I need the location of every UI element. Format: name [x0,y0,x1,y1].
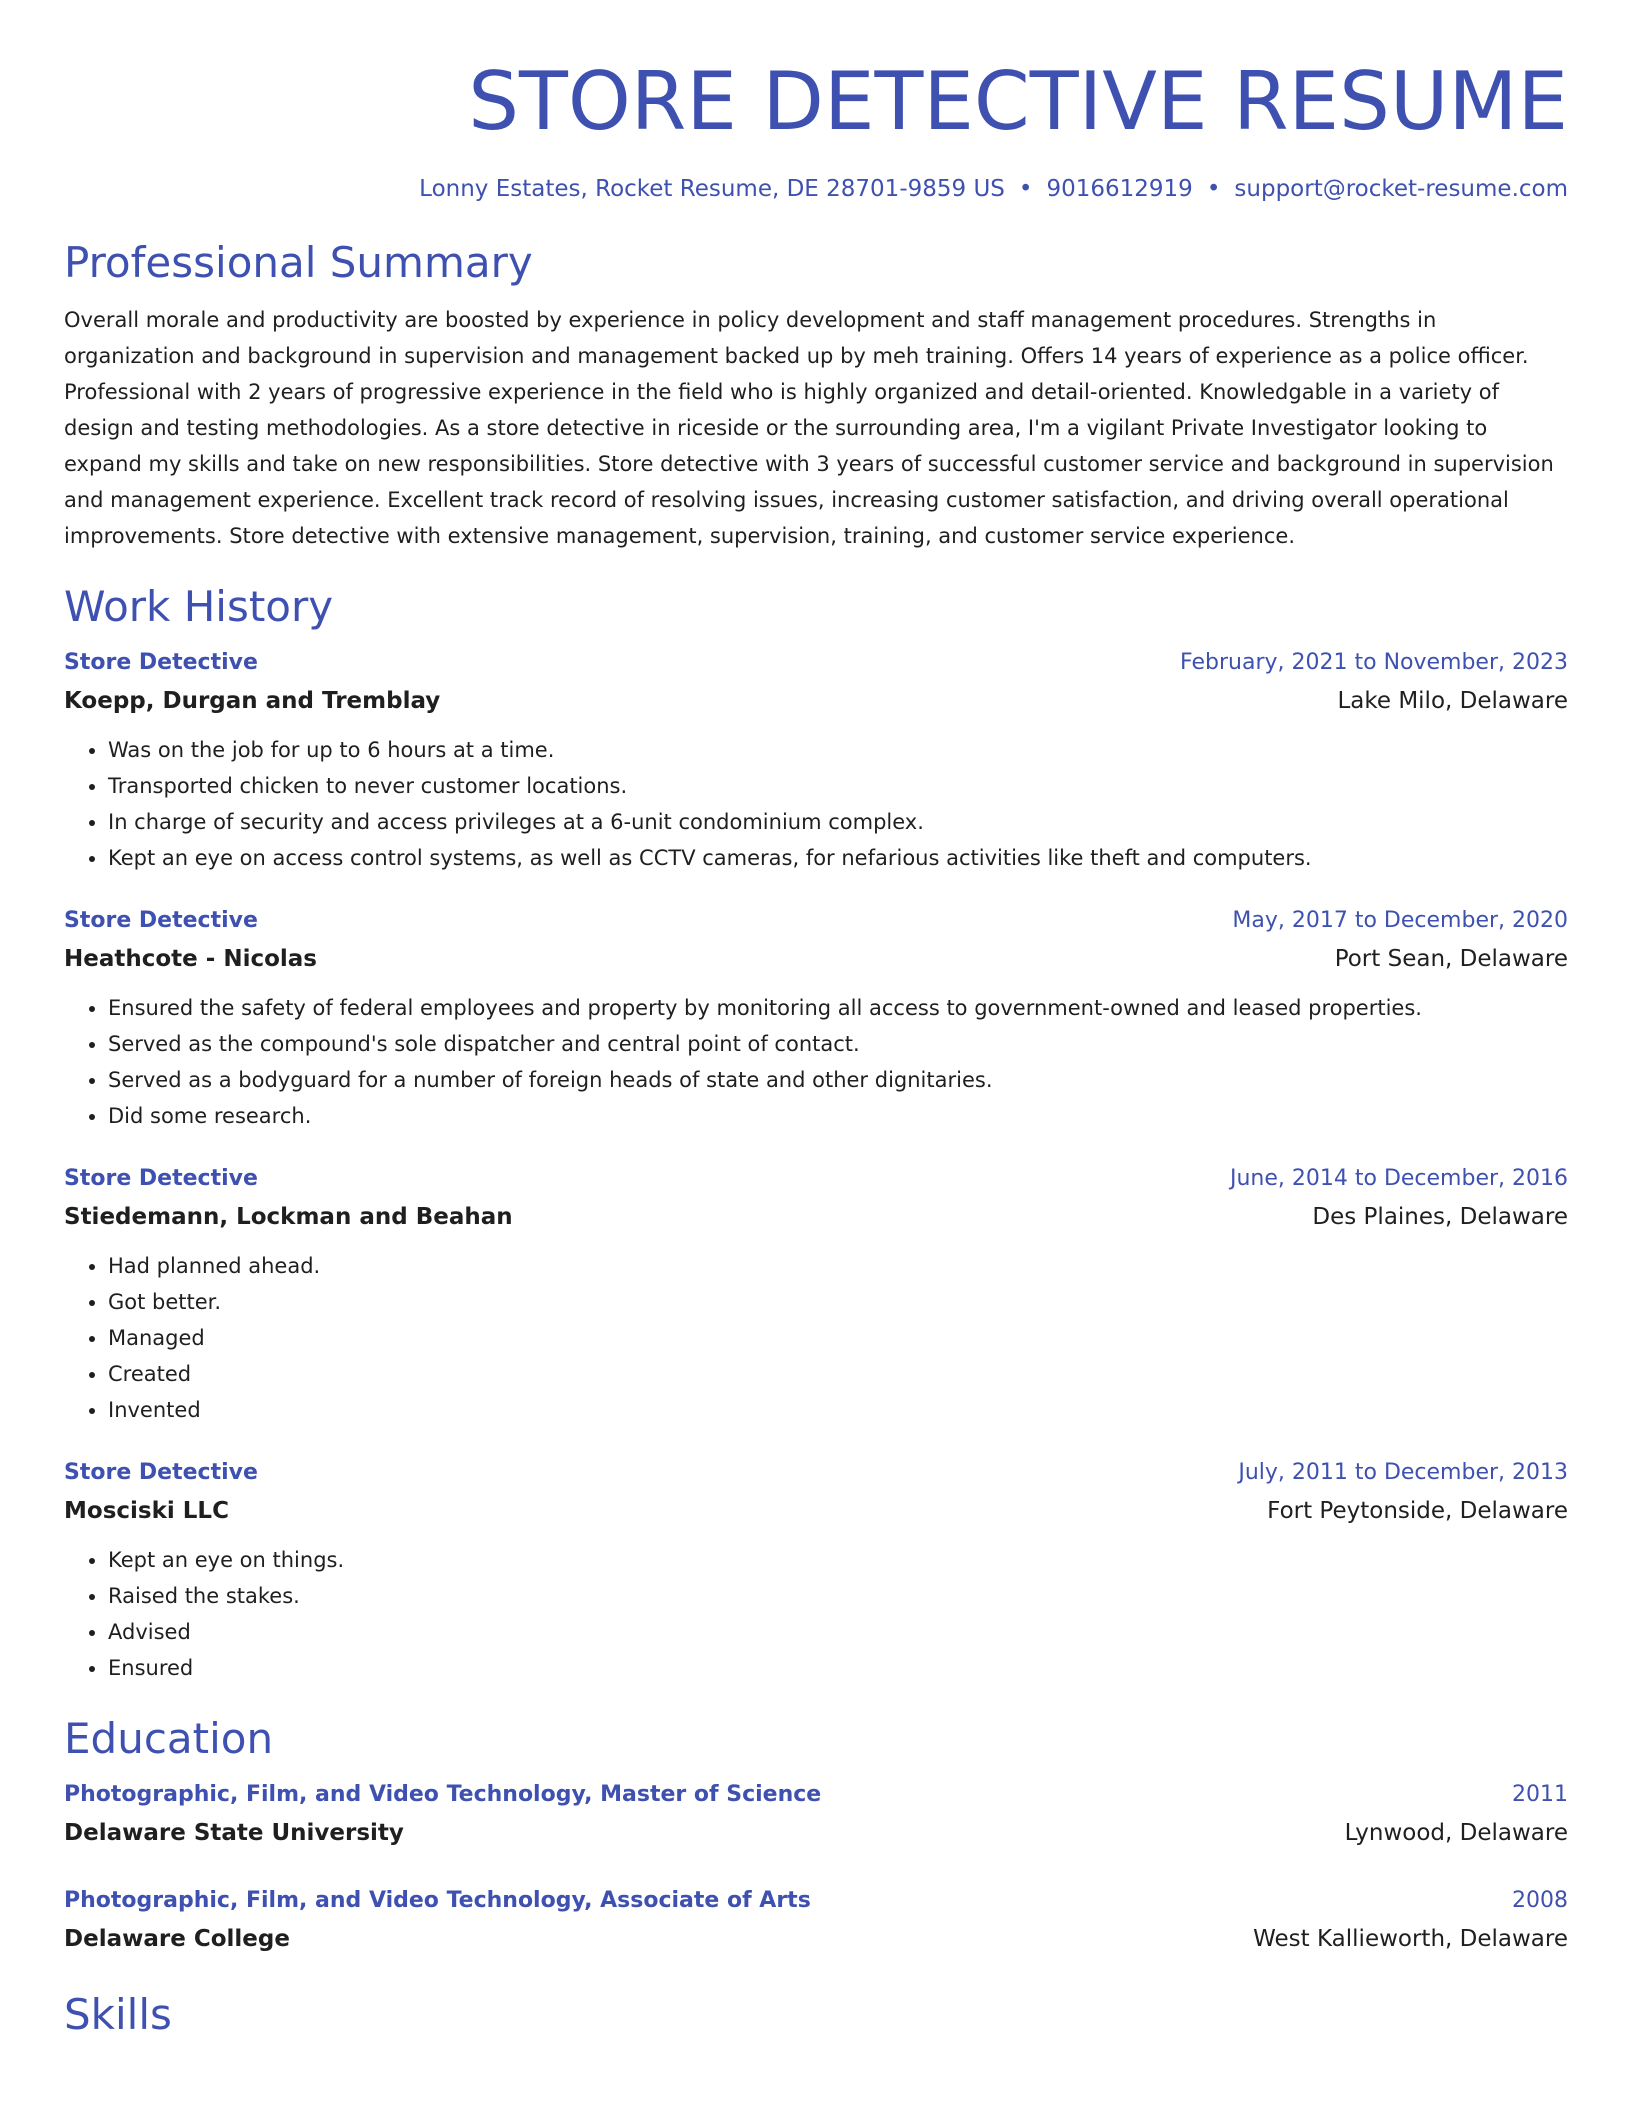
job-bullet: • Ensured [108,1650,1568,1686]
contact-line [64,174,1568,204]
skills-section [64,1988,1568,2042]
job-location: Lake Milo, Delaware [1337,688,1568,714]
job-dates: February, 2021 to November, 2023 [1180,650,1568,675]
education-year: 2008 [1512,1888,1568,1913]
job-location: Port Sean, Delaware [1334,946,1568,972]
contact-phone: 9016612919 [1046,176,1193,202]
education-entry [64,1882,1568,1958]
job-bullet: • Served as a bodyguard for a number of foreign heads of state and other dignitaries. [108,1062,1568,1098]
job-title: Store Detective [64,908,258,933]
job-title: Store Detective [64,650,258,675]
summary-heading: Professional Summary [64,238,533,287]
job-employer: Koepp, Durgan and Tremblay [64,688,441,714]
job-dates: July, 2011 to December, 2013 [1238,1460,1568,1485]
job-location: Des Plaines, Delaware [1312,1204,1568,1230]
education-location: West Kallieworth, Delaware [1253,1926,1568,1952]
job-title: Store Detective [64,1166,258,1191]
job-bullet: • Got better. [108,1284,1568,1320]
job-bullet: • Advised [108,1614,1568,1650]
job-bullet: • Kept an eye on access control systems, as well as CCTV cameras, for nefarious activities like theft and computers. [108,840,1568,876]
job-entry [64,644,1568,876]
job-entry [64,1160,1568,1428]
job-bullets [64,732,1568,876]
education-year: 2011 [1512,1782,1568,1807]
education-entry [64,1776,1568,1852]
contact-separator: • [1206,176,1221,202]
job-dates: May, 2017 to December, 2020 [1232,908,1568,933]
education-location: Lynwood, Delaware [1344,1820,1568,1846]
job-bullet: • Kept an eye on things. [108,1542,1568,1578]
contact-address: Lonny Estates, Rocket Resume, DE 28701-9859 US [419,176,1005,202]
job-bullet: • Managed [108,1320,1568,1356]
work-heading: Work History [64,582,334,631]
job-bullet: • Transported chicken to never customer locations. [108,768,1568,804]
education-degree: Photographic, Film, and Video Technology, Associate of Arts [64,1888,811,1913]
job-entry [64,1454,1568,1686]
job-bullet: • Did some research. [108,1098,1568,1134]
job-bullets [64,1542,1568,1686]
job-employer: Heathcote - Nicolas [64,946,317,972]
skills-heading: Skills [64,1990,172,2039]
summary-text: Overall morale and productivity are boosted by experience in policy development and staff management procedures. Strengths in organization and background in supervision and management backed up by meh training. Offers 14 years of experience as a police officer. Professional with 2 years of progressive experience in the field who is highly organized and detail-oriented. Knowledgable in a variety of design and testing methodologies. As a store detective in riceside or the surrounding area, I'm a vigilant Private Investigator looking to expand my skills and take on new responsibilities. Store detective with 3 years of successful customer service and background in supervision and management experience. Excellent track record of resolving issues, increasing customer satisfaction, and driving overall operational improvements. Store detective with extensive management, supervision, training, and customer service experience. [64,308,1554,548]
job-entry [64,902,1568,1134]
job-bullet: • Created [108,1356,1568,1392]
resume-title: STORE DETECTIVE RESUME [468,55,1568,148]
job-bullet: • Served as the compound's sole dispatcher and central point of contact. [108,1026,1568,1062]
summary-section [64,236,1568,554]
contact-separator: • [1018,176,1033,202]
job-bullet: • Invented [108,1392,1568,1428]
contact-email[interactable]: support@rocket-resume.com [1234,176,1568,202]
job-dates: June, 2014 to December, 2016 [1229,1166,1568,1191]
job-employer: Mosciski LLC [64,1498,229,1524]
job-bullet: • Ensured the safety of federal employees and property by monitoring all access to government-owned and leased properties. [108,990,1568,1026]
education-heading: Education [64,1714,274,1763]
job-bullets [64,1248,1568,1428]
job-bullet: • Raised the stakes. [108,1578,1568,1614]
job-bullet: • In charge of security and access privileges at a 6-unit condominium complex. [108,804,1568,840]
job-employer: Stiedemann, Lockman and Beahan [64,1204,513,1230]
job-bullets [64,990,1568,1134]
education-section [64,1712,1568,1958]
education-school: Delaware State University [64,1820,404,1846]
job-bullet: • Was on the job for up to 6 hours at a time. [108,732,1568,768]
work-section [64,580,1568,1686]
education-degree: Photographic, Film, and Video Technology, Master of Science [64,1782,822,1807]
education-school: Delaware College [64,1926,290,1952]
job-location: Fort Peytonside, Delaware [1267,1498,1568,1524]
job-title: Store Detective [64,1460,258,1485]
job-bullet: • Had planned ahead. [108,1248,1568,1284]
